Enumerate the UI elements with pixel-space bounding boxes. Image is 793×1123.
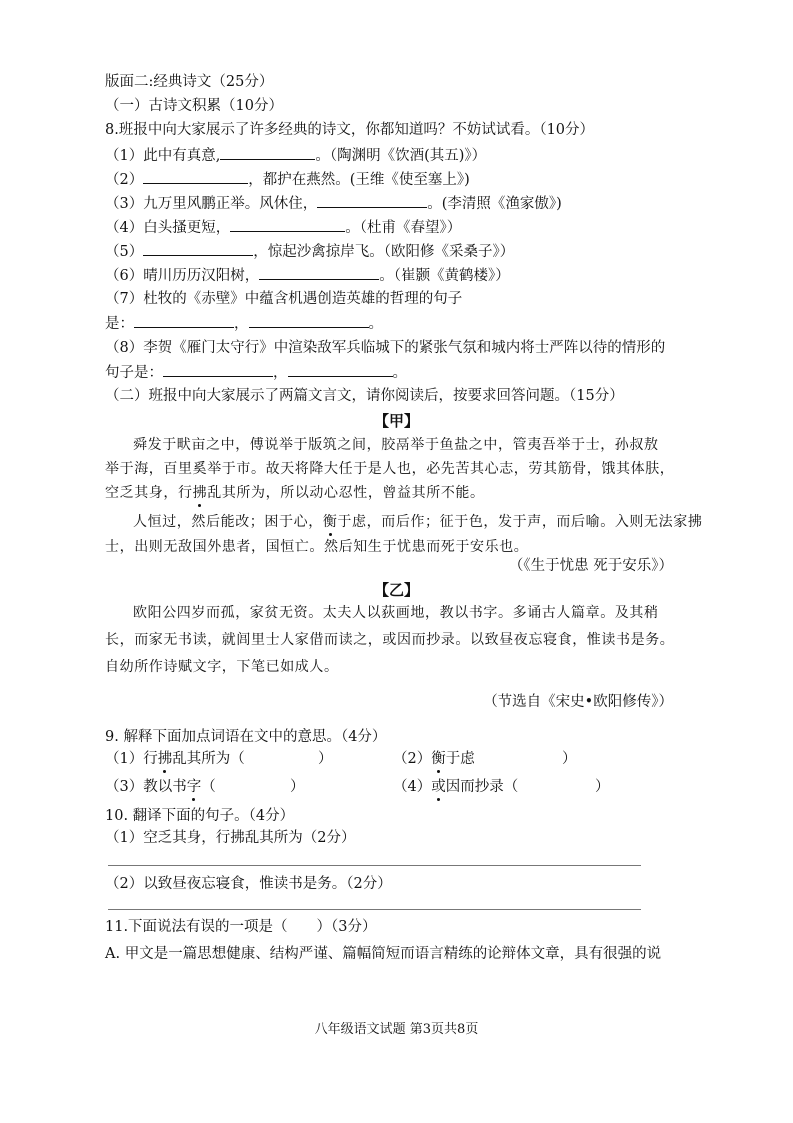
exam-page: 版面二:经典诗文（25分） （一）古诗文积累（10分） 8.班报中向大家展示了许多经典的诗文，你都知道吗？不妨试试看。（10分） （1）此中有真意, 。（陶渊明《饮酒(其五)》） （2） ，都护在燕然。(王维《使至塞上》) （3）九万里风鹏正举。风休住， 。(李清照《渔家傲》) （4）白头搔更短， 。（杜甫《春望》） （5） ，惊起沙禽掠岸飞。（欧阳修《采桑子》） （6）晴川历历汉阳树， 。（崔颢《黄鹤楼》） （7）杜牧的《赤壁》中蕴含机遇创造英雄的哲理的句子 是： ， 。 （8）李贺《雁门太守行》中渲染敌军兵临城下的紧张气氛和城内将士严阵以待的情形的 句子是： ， 。 （二）班报中向大家展示了两篇文言文，请你阅读后，按要求回答问题。（15分） 【甲】 舜发于畎亩之中，傅说举于版筑之间，胶鬲举于鱼盐之中，管夷吾举于士，孙叔敖 举于海，百里奚举于市。故天将降大任于是人也，必先苦其心志，劳其筋骨，饿其体肤， 空乏其身，行拂乱其所为，所以动心忍性，曾益其所不能。 人恒过，然后能改；困于心，衡于虑，而后作；征于色，发于声，而后喻。入则无法家拂 士，出则无敌国外患者，国恒亡。然后知生于忧患而死于安乐也。 （《生于忧患 死于安乐》） 【乙】 欧阳公四岁而孤，家贫无资。太夫人以荻画地，教以书字。多诵古人篇章。及其稍 长，而家无书读，就闾里士人家借而读之，或因而抄录。以致昼夜忘寝食，惟读书是务。 自幼所作诗赋文字，下笔已如成人。 （节选自《宋史•欧阳修传》） 9. 解释下面加点词语在文中的意思。（4分） （1）行拂乱其所为（ ） （2）衡于虑 ） （3）教以书字（ ） （4）或因而抄录（ ） 10. 翻译下面的句子。（4分） （1）空乏其身，行拂乱其所为（2分） （2）以致昼夜忘寝食，惟读书是务。（2分） 11.下面说法有误的一项是（ ）（3分） A. 甲文是一篇思想健康、结构严谨、篇幅简短而语言精练的论辩体文章，具有很强的说 八年级语文试题 第3页共8页 — [0, 0, 793, 1123]
q11-option-a: A. 甲文是一篇思想健康、结构严谨、篇幅简短而语言精练的论辩体文章，具有很强的说 — [105, 946, 662, 962]
answer-blank[interactable] — [143, 241, 253, 256]
answer-blank[interactable] — [163, 362, 273, 377]
answer-blank[interactable] — [288, 362, 393, 377]
jia-line: 人恒过，然后能改；困于心，衡于虑，而后作；征于色，发于声，而后喻。入则无法家拂 — [133, 514, 703, 530]
answer-blank[interactable] — [134, 313, 234, 328]
jia-line: 举于海，百里奚举于市。故天将降大任于是人也，必先苦其心志，劳其筋骨，饿其体肤， — [105, 461, 675, 477]
q8-item-2: （2） ，都护在燕然。(王维《使至塞上》) — [105, 169, 470, 190]
passage-yi-label: 【乙】 — [373, 581, 419, 599]
part2-title: （二）班报中向大家展示了两篇文言文，请你阅读后，按要求回答问题。（15分） — [105, 388, 624, 404]
answer-line[interactable] — [108, 909, 641, 910]
yi-line: 欧阳公四岁而孤，家贫无资。太夫人以荻画地，教以书字。多诵古人篇章。及其稍 — [133, 605, 659, 621]
answer-blank[interactable] — [143, 169, 248, 184]
answer-blank[interactable] — [317, 193, 427, 208]
q8-item-6: （6）晴川历历汉阳树， 。（崔颢《黄鹤楼》） — [105, 265, 510, 286]
part1-title: （一）古诗文积累（10分） — [105, 98, 283, 114]
jia-line: 舜发于畎亩之中，傅说举于版筑之间，胶鬲举于鱼盐之中，管夷吾举于士，孙叔敖 — [133, 437, 659, 453]
q10-stem: 10. 翻译下面的句子。（4分） — [105, 808, 295, 824]
q8-item-7: （7）杜牧的《赤壁》中蕴含机遇创造英雄的哲理的句子 — [105, 291, 463, 307]
emphasis-char: 或 — [431, 779, 446, 795]
jia-line: 空乏其身，行拂乱其所为，所以动心忍性，曾益其所不能。 — [105, 485, 485, 501]
q8-item-3: （3）九万里风鹏正举。风休住， 。(李清照《渔家傲》) — [105, 193, 562, 214]
q9-stem: 9. 解释下面加点词语在文中的意思。（4分） — [105, 729, 387, 745]
q8-item-5: （5） ，惊起沙禽掠岸飞。（欧阳修《采桑子》） — [105, 241, 514, 262]
answer-line[interactable] — [108, 865, 641, 866]
yi-line: 长，而家无书读，就闾里士人家借而读之，或因而抄录。以致昼夜忘寝食，惟读书是务。 — [105, 632, 675, 648]
page-footer: 八年级语文试题 第3页共8页 — [314, 1022, 479, 1037]
q9-item-2: （2）衡于虑 — [393, 751, 475, 767]
emphasis-char: 衡 — [322, 514, 338, 530]
emphasis-char: 拂 — [192, 485, 208, 501]
answer-blank[interactable] — [230, 217, 345, 232]
q8-item-1: （1）此中有真意, 。（陶渊明《饮酒(其五)》） — [105, 145, 486, 166]
q9-item-4: （4）或因而抄录（ — [393, 779, 519, 795]
q8-item-7-answer: 是： ， 。 — [105, 313, 383, 334]
answer-blank[interactable] — [249, 313, 369, 328]
passage-jia-label: 【甲】 — [373, 412, 419, 430]
q8-item-8: （8）李贺《雁门太守行》中渲染敌军兵临城下的紧张气氛和城内将士严阵以待的情形的 — [105, 340, 666, 356]
q8-item-8-answer: 句子是： ， 。 — [105, 362, 407, 383]
emphasis-char: 字 — [186, 779, 202, 795]
jia-line: 士，出则无敌国外患者，国恒亡。然后知生于忧患而死于安乐也。 — [105, 539, 529, 555]
emphasis-char: 衡 — [431, 751, 446, 767]
q10-sentence-2: （2）以致昼夜忘寝食，惟读书是务。（2分） — [105, 876, 392, 892]
q9-item-3: （3）教以书字（ — [105, 779, 216, 795]
q8-stem: 8.班报中向大家展示了许多经典的诗文，你都知道吗？不妨试试看。（10分） — [105, 122, 595, 138]
q9-item-1: （1）行拂乱其所为（ — [105, 751, 245, 767]
answer-blank[interactable] — [259, 265, 379, 280]
emphasis-char: 拂 — [157, 751, 173, 767]
q10-sentence-1: （1）空乏其身，行拂乱其所为（2分） — [105, 830, 356, 846]
yi-line: 自幼所作诗赋文字，下笔已如成人。 — [105, 659, 339, 675]
yi-source: （节选自《宋史•欧阳修传》） — [483, 694, 673, 710]
jia-source: （《生于忧患 死于安乐》） — [508, 558, 673, 574]
answer-blank[interactable] — [220, 145, 315, 160]
q8-item-4: （4）白头搔更短， 。（杜甫《春望》） — [105, 217, 461, 238]
section-title: 版面二:经典诗文（25分） — [105, 74, 274, 90]
q11-stem: 11.下面说法有误的一项是（ ）（3分） — [105, 919, 377, 935]
